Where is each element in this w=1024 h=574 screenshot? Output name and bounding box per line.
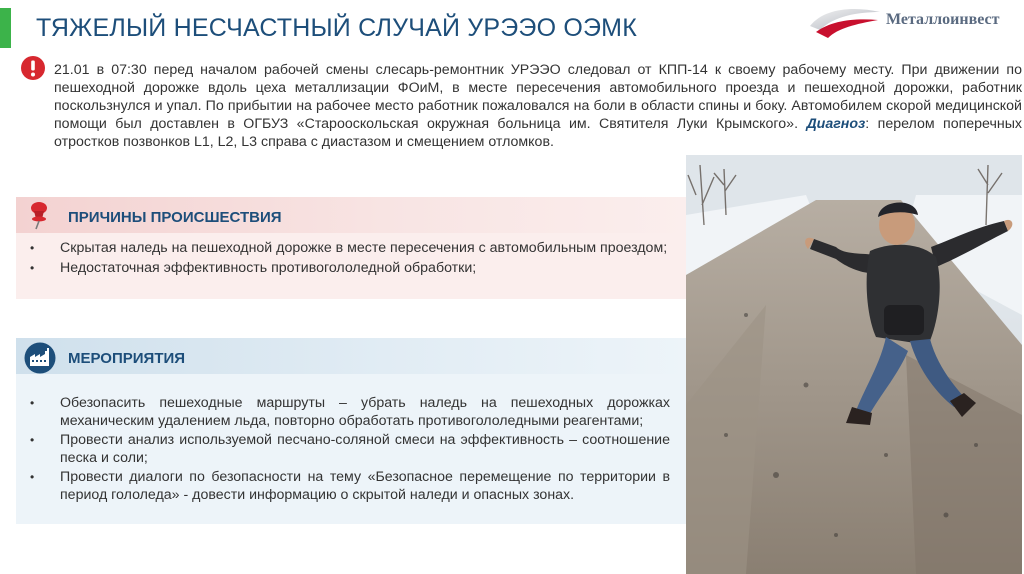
- slipping-worker-photo: [686, 155, 1022, 574]
- measures-list: [28, 395, 670, 506]
- causes-list: [28, 240, 670, 279]
- causes-panel: [16, 197, 686, 299]
- measures-panel: [16, 338, 686, 524]
- measure-item: • Обезопасить пешеходные маршруты – убрать наледь на пешеходных дорожках механическим удалением льда, повторно обработать противогололедными реагентами;: [28, 395, 670, 430]
- cause-item: • Скрытая наледь на пешеходной дорожке в месте пересечения с автомобильным проездом;: [28, 240, 670, 258]
- logo-swoosh-icon: [806, 4, 886, 42]
- page-title: ТЯЖЕЛЫЙ НЕСЧАСТНЫЙ СЛУЧАЙ УРЭЭО ОЭМК: [36, 14, 637, 42]
- incident-text: 21.01 в 07:30 перед началом рабочей смены слесарь-ремонтник УРЭЭО следовал от КПП-14 к своему рабочему месту. При движении по пешеходной дорожке вдоль цеха металлизации ФОиМ, в месте пересечения автомобильного проезда и пешеходной дорожки, работник поскользнулся и упал. По прибытии на рабочее место работник пожаловался на боли в области спины и боку. Автомобилем скорой медицинской помощи был доставлен в ОГБУЗ «Старооскольская окружная больница им. Святителя Луки Крымского».: [54, 62, 1022, 132]
- diagnosis-text: : перелом поперечных отростков позвонков L1, L2, L3 справа с диастазом и смещением отломков.: [54, 116, 1022, 150]
- measure-item: • Провести анализ используемой песчано-соляной смеси на эффективность – соотношение песка и соли;: [28, 432, 670, 467]
- factory-icon: [22, 342, 58, 374]
- push-pin-icon: [24, 200, 52, 230]
- exclamation-circle-icon: [20, 55, 46, 81]
- logo-text: Металлоинвест: [886, 11, 1000, 28]
- causes-header: [16, 197, 686, 233]
- cause-item: • Недостаточная эффективность противогололедной обработки;: [28, 260, 670, 278]
- measures-title: МЕРОПРИЯТИЯ: [68, 350, 186, 367]
- causes-title: ПРИЧИНЫ ПРОИСШЕСТВИЯ: [68, 209, 282, 226]
- accent-tab: [0, 8, 11, 48]
- incident-description: [54, 61, 1022, 151]
- measures-header: [16, 338, 686, 374]
- company-logo: [806, 4, 1018, 42]
- diagnosis-label: Диагноз: [806, 116, 866, 132]
- measure-item: • Провести диалоги по безопасности на тему «Безопасное перемещение по территории в период гололеда» - довести информацию о скрытой наледи и опасных зонах.: [28, 469, 670, 504]
